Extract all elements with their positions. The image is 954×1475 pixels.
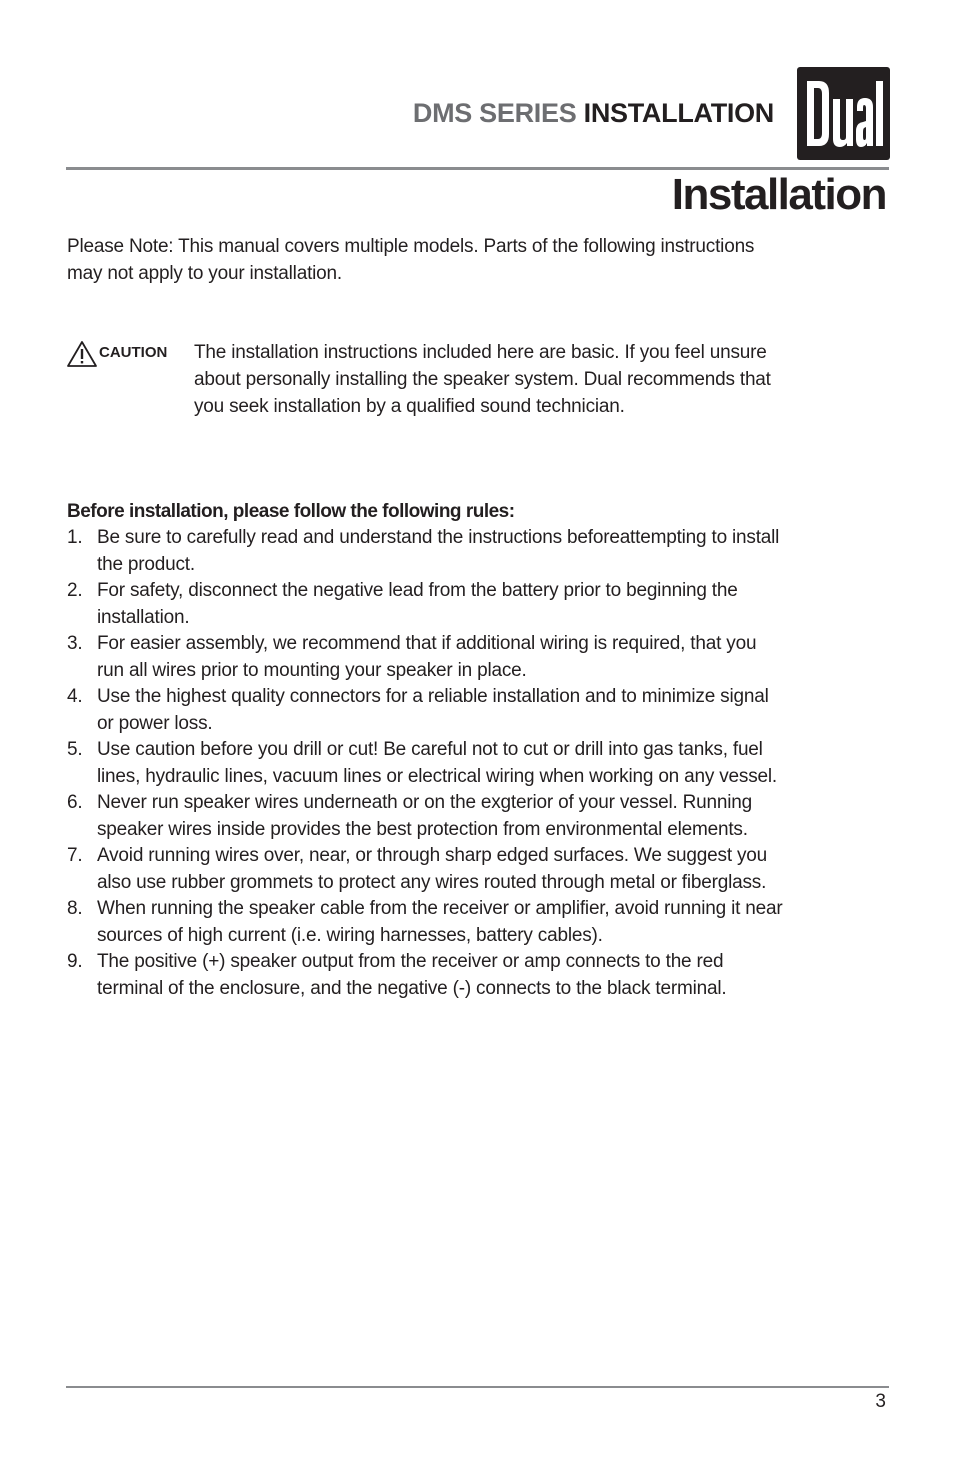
list-item	[67, 896, 787, 949]
list-item-number: 6.	[67, 792, 83, 813]
list-item	[67, 684, 787, 737]
caution-label: CAUTION	[99, 344, 168, 361]
note-paragraph: Please Note: This manual covers multiple models. Parts of the following instructions may not apply to your installation.	[67, 236, 755, 284]
list-item-text: For safety, disconnect the negative lead from the battery prior to beginning the installation.	[97, 580, 738, 628]
list-item-number: 3.	[67, 633, 83, 654]
header-title	[380, 98, 774, 129]
list-item-text: For easier assembly, we recommend that if additional wiring is required, that you run all wires prior to mounting your speaker in place.	[97, 633, 757, 681]
list-item-number: 5.	[67, 739, 83, 760]
dual-logo-mark	[797, 67, 890, 160]
list-item-number: 1.	[67, 527, 83, 548]
list-item	[67, 578, 787, 631]
rules-list	[67, 525, 787, 1002]
list-item-number: 4.	[67, 686, 83, 707]
footer-divider	[66, 1386, 889, 1388]
list-item	[67, 525, 787, 578]
list-item	[67, 949, 787, 1002]
list-item	[67, 790, 787, 843]
list-item-text: Use the highest quality connectors for a reliable installation and to minimize signal or power loss.	[97, 686, 769, 734]
list-item-number: 2.	[67, 580, 83, 601]
list-item	[67, 737, 787, 790]
list-item	[67, 631, 787, 684]
rules-heading: Before installation, please follow the following rules:	[67, 501, 515, 522]
installation-label: INSTALLATION	[583, 98, 774, 128]
list-item-text: The positive (+) speaker output from the receiver or amp connects to the red terminal of the enclosure, and the negative (-) connects to the black terminal.	[97, 951, 727, 999]
list-item-number: 8.	[67, 898, 83, 919]
dual-logo	[797, 67, 890, 160]
series-label: DMS SERIES	[412, 98, 577, 128]
list-item-number: 9.	[67, 951, 83, 972]
caution-text: The installation instructions included here are basic. If you feel unsure about personally installing the speaker system. Dual recommends that you seek installation by a qualified sound technician.	[194, 342, 771, 417]
page-number: 3	[875, 1391, 886, 1412]
list-item-text: Avoid running wires over, near, or through sharp edged surfaces. We suggest you also use rubber grommets to protect any wires routed through metal or fiberglass.	[97, 845, 768, 893]
list-item-text: Use caution before you drill or cut! Be careful not to cut or drill into gas tanks, fuel lines, hydraulic lines, vacuum lines or electrical wiring when working on any vessel.	[97, 739, 777, 787]
list-item-text: When running the speaker cable from the receiver or amplifier, avoid running it near sources of high current (i.e. wiring harnesses, battery cables).	[97, 898, 783, 946]
page-title: Installation	[671, 170, 886, 219]
list-item	[67, 843, 787, 896]
warning-triangle-icon	[66, 340, 98, 368]
list-item-text: Never run speaker wires underneath or on the exgterior of your vessel. Running speaker wires inside provides the best protection from environmental elements.	[97, 792, 753, 840]
list-item-number: 7.	[67, 845, 83, 866]
list-item-text: Be sure to carefully read and understand the instructions beforeattempting to install the product.	[97, 527, 780, 575]
